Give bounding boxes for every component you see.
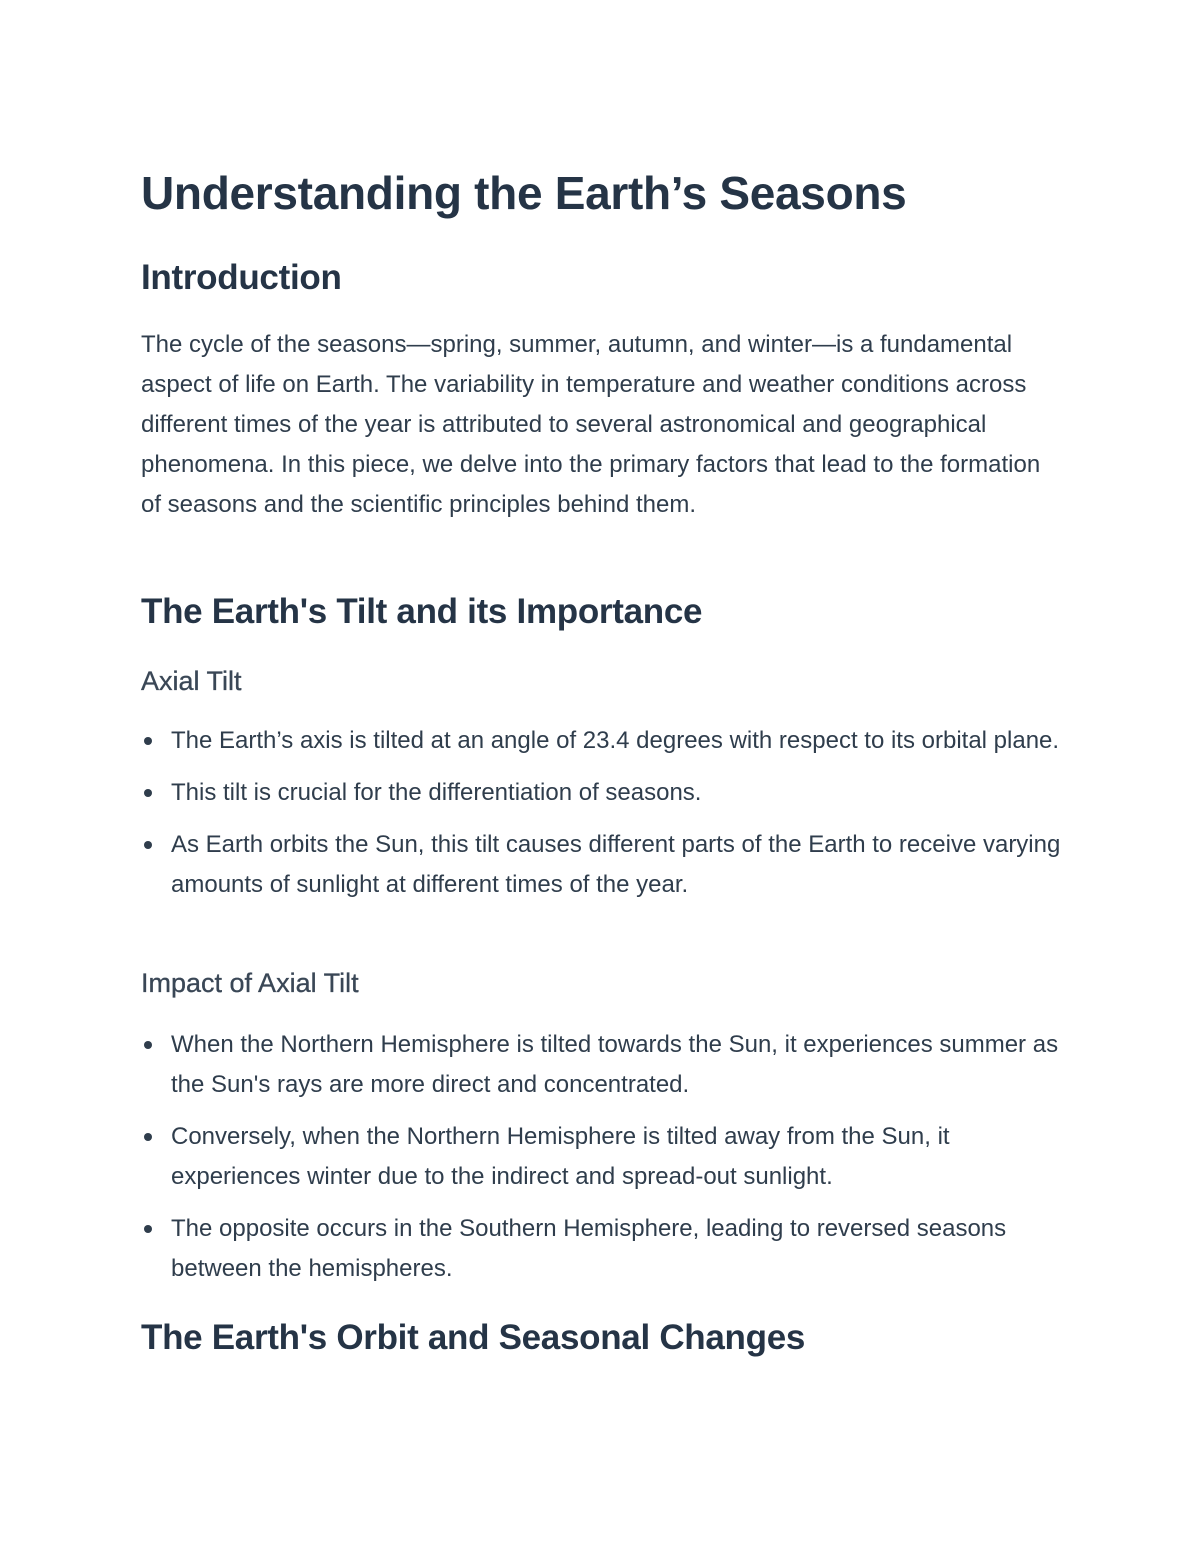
document-title: Understanding the Earth’s Seasons: [141, 167, 907, 219]
bullet-icon: [144, 1041, 152, 1049]
list-item: [141, 1025, 1071, 1105]
axial-tilt-list: [141, 721, 1071, 917]
list-item: [141, 825, 1071, 905]
list-item-text: Conversely, when the Northern Hemisphere is tilted away from the Sun, it experiences winter due to the indirect and spread-out sunlight.: [171, 1123, 950, 1190]
list-item-text: As Earth orbits the Sun, this tilt causes different parts of the Earth to receive varying amounts of sunlight at different times of the year.: [171, 831, 1061, 898]
bullet-icon: [144, 1133, 152, 1141]
bullet-icon: [144, 1225, 152, 1233]
subheading-axial-tilt: Axial Tilt: [141, 666, 242, 696]
list-item: [141, 1117, 1071, 1197]
bullet-icon: [144, 737, 152, 745]
intro-paragraph: The cycle of the seasons—spring, summer, autumn, and winter—is a fundamental aspect of life on Earth. The variability in temperature and weather conditions across different times of the year is attributed to several astronomical and geographical phenomena. In this piece, we delve into the primary factors that lead to the formation of seasons and the scientific principles behind them.: [141, 331, 1041, 518]
list-item: [141, 1209, 1071, 1289]
impact-list: [141, 1025, 1071, 1301]
list-item-text: This tilt is crucial for the differentiation of seasons.: [171, 779, 702, 806]
section-heading-earth-orbit: The Earth's Orbit and Seasonal Changes: [141, 1318, 806, 1357]
list-item: [141, 721, 1071, 761]
bullet-icon: [144, 789, 152, 797]
section-heading-introduction: Introduction: [141, 258, 342, 297]
list-item-text: When the Northern Hemisphere is tilted towards the Sun, it experiences summer as the Sun's rays are more direct and concentrated.: [171, 1031, 1059, 1098]
bullet-icon: [144, 841, 152, 849]
list-item-text: The opposite occurs in the Southern Hemisphere, leading to reversed seasons between the hemispheres.: [171, 1215, 1007, 1282]
list-item: [141, 773, 1071, 813]
list-item-text: The Earth’s axis is tilted at an angle of 23.4 degrees with respect to its orbital plane.: [171, 727, 1060, 754]
subheading-impact-axial-tilt: Impact of Axial Tilt: [141, 968, 359, 998]
section-heading-earth-tilt: The Earth's Tilt and its Importance: [141, 592, 703, 631]
